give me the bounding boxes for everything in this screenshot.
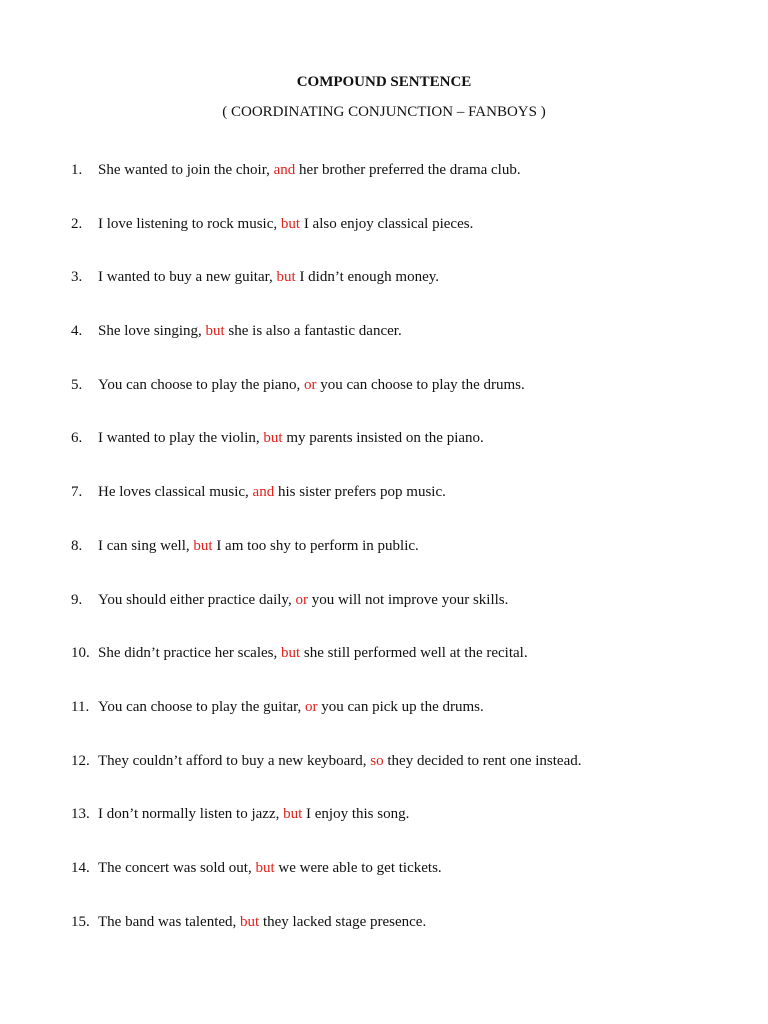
sentence-text	[98, 643, 528, 663]
sentence-second-clause: I enjoy this song.	[302, 806, 410, 823]
conjunction-highlight: but	[205, 323, 225, 340]
sentence-number: 14.	[71, 859, 90, 876]
sentence-number: 10.	[71, 645, 90, 662]
sentence-first-clause: You can choose to play the guitar,	[98, 698, 306, 715]
sentence-first-clause: The band was talented,	[98, 913, 241, 930]
conjunction-highlight: or	[305, 698, 318, 715]
page-subtitle: ( COORDINATING CONJUNCTION – FANBOYS )	[222, 104, 546, 120]
sentence-number: 11.	[71, 698, 90, 715]
sentence-text	[98, 160, 521, 180]
sentence-second-clause: his sister prefers pop music.	[274, 484, 446, 501]
sentence-list	[0, 160, 768, 965]
sentence-item	[0, 375, 768, 429]
sentence-item	[0, 428, 768, 482]
conjunction-highlight: but	[283, 806, 303, 823]
conjunction-highlight: but	[281, 645, 301, 662]
sentence-item	[0, 214, 768, 268]
sentence-first-clause: She didn’t practice her scales,	[98, 645, 281, 662]
sentence-second-clause: her brother preferred the drama club.	[295, 162, 521, 178]
sentence-second-clause: I am too shy to perform in public.	[212, 537, 419, 554]
sentence-item	[0, 482, 768, 536]
sentence-number: 4.	[71, 323, 83, 340]
conjunction-highlight: but	[193, 537, 213, 554]
conjunction-highlight: but	[276, 269, 296, 286]
sentence-second-clause: they decided to rent one instead.	[383, 752, 582, 769]
sentence-item	[0, 697, 768, 751]
sentence-first-clause: They couldn’t afford to buy a new keyboard,	[98, 752, 371, 769]
sentence-item	[0, 590, 768, 644]
sentence-first-clause: I can sing well,	[98, 537, 194, 554]
sentence-text	[98, 267, 439, 287]
sentence-first-clause: You can choose to play the piano,	[98, 376, 304, 393]
conjunction-highlight: and	[252, 484, 275, 501]
conjunction-highlight: but	[255, 859, 275, 876]
sentence-second-clause: we were able to get tickets.	[274, 859, 442, 876]
sentence-number: 6.	[71, 430, 83, 447]
sentence-second-clause: they lacked stage presence.	[259, 913, 427, 930]
sentence-item	[0, 804, 768, 858]
sentence-text	[98, 321, 402, 341]
sentence-text	[98, 858, 442, 878]
sentence-second-clause: she still performed well at the recital.	[300, 645, 528, 662]
sentence-second-clause: she is also a fantastic dancer.	[224, 323, 402, 340]
sentence-first-clause: She love singing,	[98, 323, 206, 340]
sentence-item	[0, 643, 768, 697]
sentence-first-clause: I wanted to play the violin,	[98, 430, 264, 447]
sentence-number: 7.	[71, 484, 83, 501]
conjunction-highlight: but	[240, 913, 260, 930]
conjunction-highlight: or	[295, 591, 308, 608]
sentence-text	[98, 375, 525, 395]
sentence-text	[98, 482, 446, 502]
sentence-text	[98, 912, 426, 932]
conjunction-highlight: but	[263, 430, 283, 447]
sentence-first-clause: The concert was sold out,	[98, 859, 256, 876]
sentence-item	[0, 160, 768, 214]
sentence-second-clause: my parents insisted on the piano.	[282, 430, 484, 447]
sentence-text	[98, 536, 419, 556]
sentence-number: 2.	[71, 215, 83, 232]
sentence-number: 1.	[71, 162, 83, 178]
sentence-second-clause: I didn’t enough money.	[295, 269, 440, 286]
sentence-text	[98, 697, 484, 717]
sentence-text	[98, 751, 582, 771]
sentence-item	[0, 321, 768, 375]
sentence-second-clause: I also enjoy classical pieces.	[300, 215, 474, 232]
sentence-number: 15.	[71, 913, 90, 930]
sentence-number: 9.	[71, 591, 83, 608]
page-title: COMPOUND SENTENCE	[296, 74, 472, 90]
sentence-item	[0, 912, 768, 966]
sentence-number: 5.	[71, 376, 83, 393]
sentence-second-clause: you can choose to play the drums.	[316, 376, 525, 393]
sentence-first-clause: She wanted to join the choir,	[98, 162, 274, 178]
sentence-text	[98, 214, 473, 234]
sentence-text	[98, 428, 484, 448]
sentence-first-clause: You should either practice daily,	[98, 591, 296, 608]
sentence-item	[0, 267, 768, 321]
sentence-text	[98, 804, 409, 824]
sentence-number: 12.	[71, 752, 90, 769]
sentence-first-clause: I love listening to rock music,	[98, 215, 281, 232]
sentence-first-clause: He loves classical music,	[98, 484, 253, 501]
sentence-number: 3.	[71, 269, 83, 286]
sentence-number: 13.	[71, 806, 90, 823]
sentence-text	[98, 590, 508, 610]
sentence-item	[0, 751, 768, 805]
conjunction-highlight: and	[273, 162, 296, 178]
sentence-first-clause: I don’t normally listen to jazz,	[98, 806, 284, 823]
conjunction-highlight: so	[370, 752, 384, 769]
sentence-second-clause: you will not improve your skills.	[307, 591, 509, 608]
sentence-second-clause: you can pick up the drums.	[317, 698, 484, 715]
conjunction-highlight: or	[303, 376, 317, 393]
sentence-number: 8.	[71, 537, 83, 554]
sentence-first-clause: I wanted to buy a new guitar,	[98, 269, 277, 286]
sentence-item	[0, 536, 768, 590]
sentence-item	[0, 858, 768, 912]
conjunction-highlight: but	[280, 215, 301, 232]
